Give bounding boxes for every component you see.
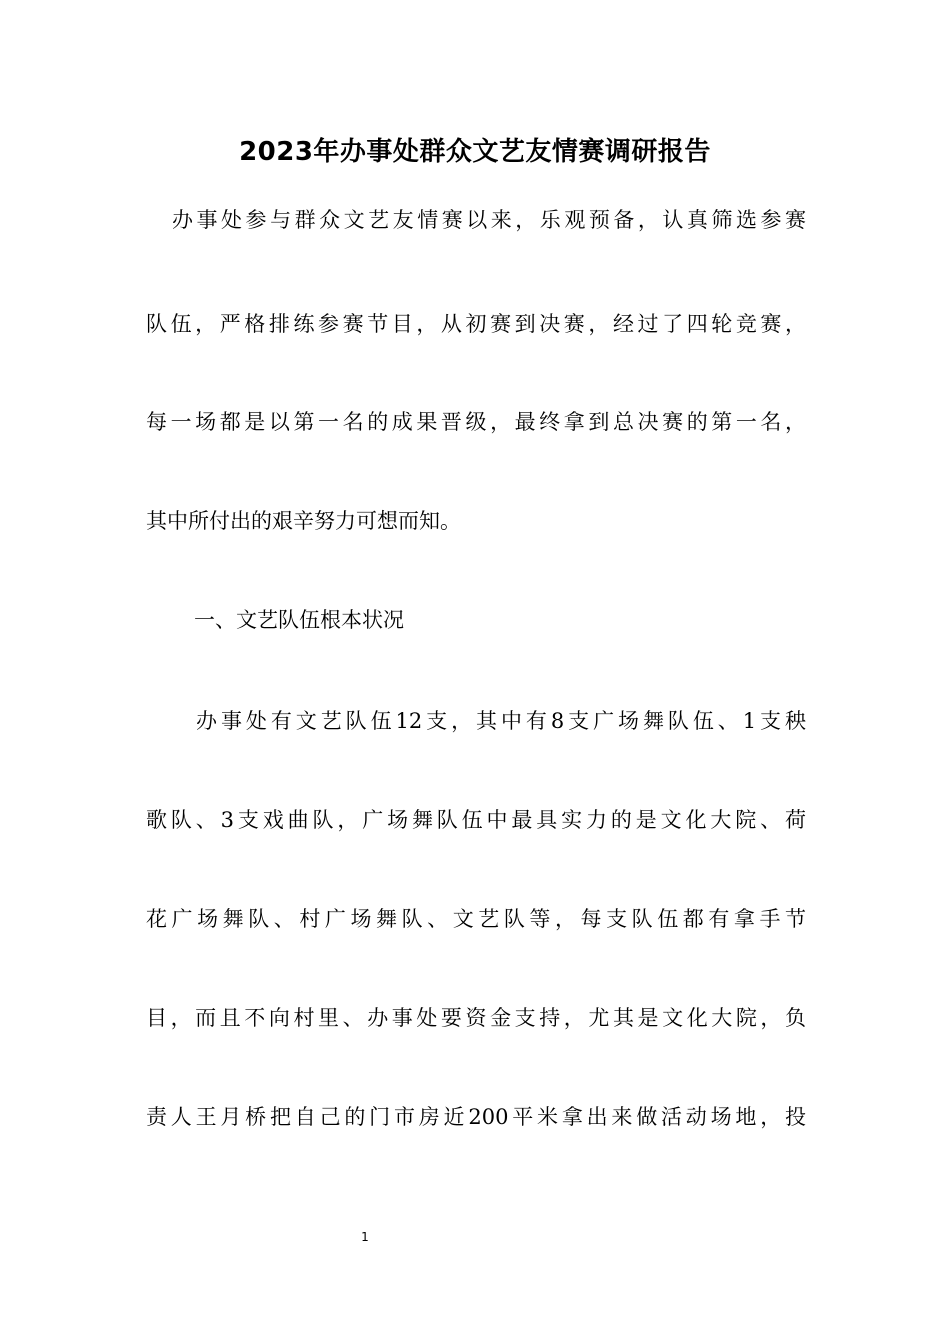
paragraph-1-line-3: 每一场都是以第一名的成果晋级，最终拿到总决赛的第一名， [146, 410, 806, 434]
paragraph-1-line-4: 其中所付出的艰辛努力可想而知。 [146, 509, 461, 533]
section-heading-1: 一、文艺队伍根本状况 [194, 608, 404, 632]
paragraph-2-line-5: 责人王月桥把自己的门市房近200平米拿出来做活动场地，投 [146, 1105, 806, 1129]
paragraph-1-line-2: 队伍，严格排练参赛节目，从初赛到决赛，经过了四轮竞赛， [146, 312, 806, 336]
page-number: 1 [361, 1230, 369, 1244]
paragraph-2-line-4: 目，而且不向村里、办事处要资金支持，尤其是文化大院，负 [146, 1006, 806, 1030]
paragraph-2-line-2: 歌队、3支戏曲队，广场舞队伍中最具实力的是文化大院、荷 [146, 808, 806, 832]
paragraph-1-line-1: 办事处参与群众文艺友情赛以来，乐观预备，认真筛选参赛 [172, 208, 806, 232]
document-title: 2023年办事处群众文艺友情赛调研报告 [239, 137, 711, 167]
paragraph-2-line-1: 办事处有文艺队伍12支，其中有8支广场舞队伍、1支秧 [196, 709, 806, 733]
paragraph-2-line-3: 花广场舞队、村广场舞队、文艺队等，每支队伍都有拿手节 [146, 907, 806, 931]
